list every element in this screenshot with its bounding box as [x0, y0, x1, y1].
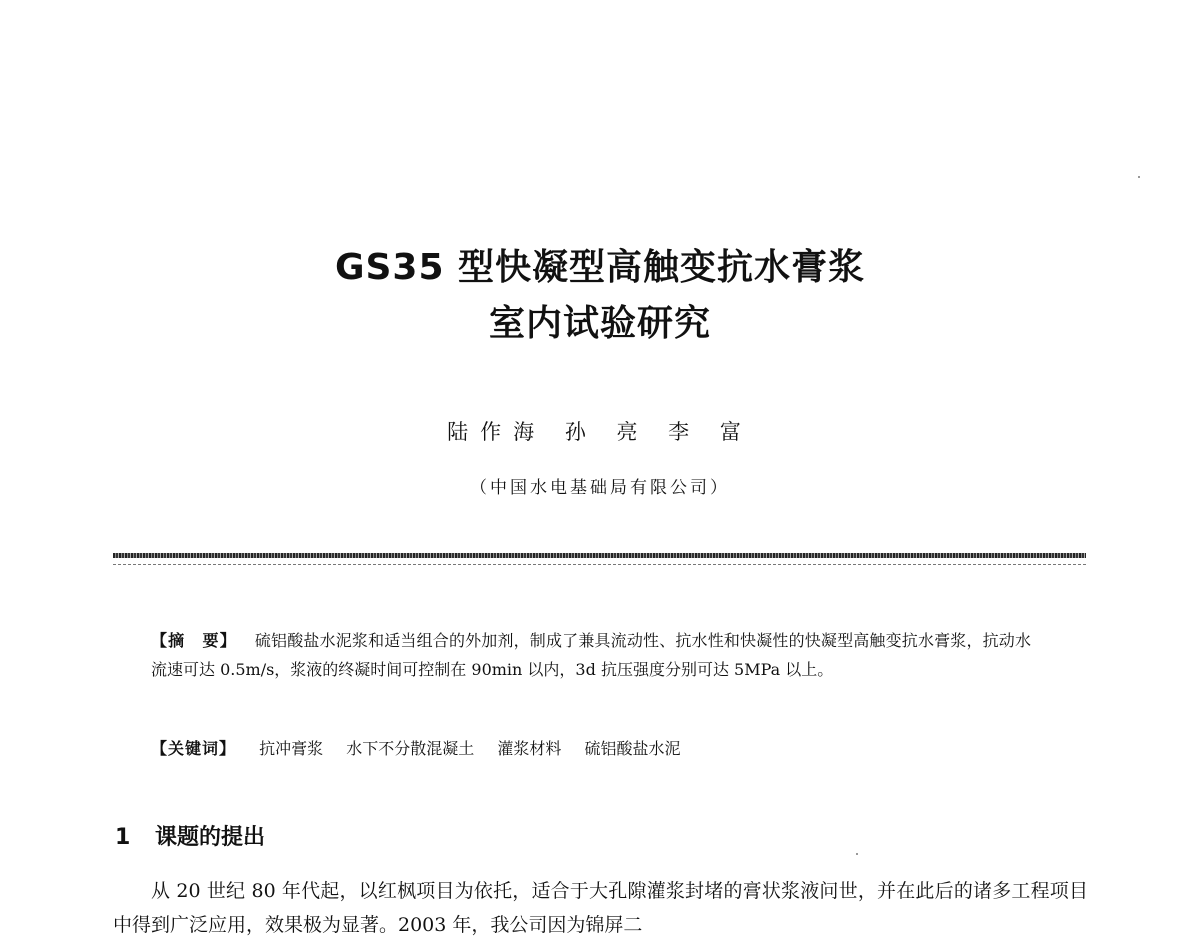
title-line-2: 室内试验研究 — [488, 303, 711, 344]
scan-speck — [1138, 176, 1140, 178]
abstract — [151, 626, 1031, 684]
keyword-item: 灌浆材料 — [497, 739, 562, 758]
keyword-item: 抗冲膏浆 — [259, 739, 324, 758]
title-line-1: GS35 型快凝型高触变抗水膏浆 — [334, 247, 866, 288]
section-heading — [115, 820, 265, 851]
affiliation: （中国水电基础局有限公司） — [470, 478, 730, 498]
header-divider-thin — [113, 564, 1086, 565]
abstract-text: 硫铝酸盐水泥浆和适当组合的外加剂，制成了兼具流动性、抗水性和快凝性的快凝型高触变抗水膏浆，抗动水流速可达 0.5m/s，浆液的终凝时间可控制在 90min 以内，3d 抗压强度分别可达 5MPa 以上。 — [151, 631, 1031, 679]
section-title: 课题的提出 — [155, 825, 266, 850]
authors: 陆作海 孙 亮 李 富 — [447, 420, 753, 444]
keyword-item: 硫铝酸盐水泥 — [584, 739, 681, 758]
keyword-item: 水下不分散混凝土 — [346, 739, 475, 758]
paper-title — [0, 240, 1200, 352]
abstract-label: 【摘 要】 — [151, 631, 237, 650]
section-number: 1 — [115, 825, 131, 850]
keywords-label: 【关键词】 — [151, 739, 237, 758]
body-paragraph: 从 20 世纪 80 年代起，以红枫项目为依托，适合于大孔隙灌浆封堵的膏状浆液问世，并在此后的诸多工程项目中得到广泛应用，效果极为显著。2003 年，我公司因为锦屏二 — [113, 880, 1088, 936]
keywords — [151, 734, 1031, 763]
scan-speck — [856, 853, 858, 855]
header-divider — [113, 553, 1086, 558]
